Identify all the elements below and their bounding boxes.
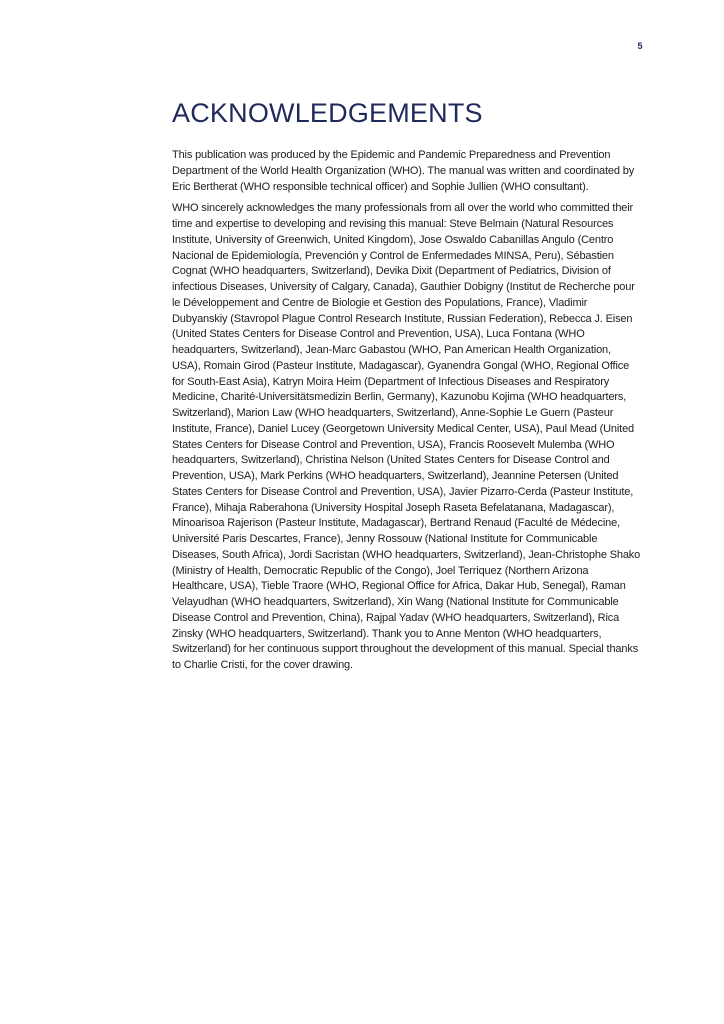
acknowledgements-body <box>172 148 642 680</box>
contributors-paragraph: WHO sincerely acknowledges the many professionals from all over the world who committed their time and expertise to developing and revising this manual: Steve Belmain (Natural Resources Institute, University of Greenwich, United Kingdom), Jose Oswaldo Cabanillas Angulo (Centro Nacional de Epidemiología, Prevención y Control de Enfermedades MINSA, Peru), Sébastien Cognat (WHO headquarters, Switzerland), Devika Dixit (Department of Pediatrics, Division of infectious Diseases, University of Calgary, Canada), Gauthier Dobigny (Institut de Recherche pour le Développement and Centre de Biologie et Gestion des Populations, France), Vladimir Dubyanskiy (Stavropol Plague Control Research Institute, Russian Federation), Rebecca J. Eisen (United States Centers for Disease Control and Prevention, USA), Luca Fontana (WHO headquarters, Switzerland), Jean-Marc Gabastou (WHO, Pan American Health Organization, USA), Romain Girod (Pasteur Institute, Madagascar), Gyanendra Gongal (WHO, Regional Office for South-East Asia), Katryn Moira Heim (Department of Infectious Diseases and Respiratory Medicine, Charité-Universitätsmedizin Berlin, Germany), Kazunobu Kojima (WHO headquarters, Switzerland), Marion Law (WHO headquarters, Switzerland), Anne-Sophie Le Guern (Pasteur Institute, France), Daniel Lucey (Georgetown University Medical Center, USA), Paul Mead (United States Centers for Disease Control and Prevention, USA), Francis Roosevelt Mulemba (WHO headquarters, Switzerland), Christina Nelson (United States Centers for Disease Control and Prevention, USA), Mark Perkins (WHO headquarters, Switzerland), Jeannine Petersen (United States Centers for Disease Control and Prevention, USA), Javier Pizarro-Cerda (Pasteur Institute, France), Mihaja Raberahona (University Hospital Joseph Raseta Befelatanana, Madagascar), Minoarisoa Rajerison (Pasteur Institute, Madagascar), Bertrand Renaud (Faculté de Médecine, Université Paris Descartes, France), Jenny Rossouw (National Institute for Communicable Diseases, South Africa), Jordi Sacristan (WHO headquarters, Switzerland), Jean-Christophe Shako (Ministry of Health, Democratic Republic of the Congo), Joel Terriquez (Northern Arizona Healthcare, USA), Tieble Traore (WHO, Regional Office for Africa, Dakar Hub, Senegal), Raman Velayudhan (WHO headquarters, Switzerland), Xin Wang (National Institute for Communicable Disease Control and Prevention, China), Rajpal Yadav (WHO headquarters, Switzerland), Rica Zinsky (WHO headquarters, Switzerland). Thank you to Anne Menton (WHO headquarters, Switzerland) for her continuous support throughout the development of this manual. Special thanks to Charlie Cristi, for the cover drawing. <box>172 202 641 671</box>
page-title: ACKNOWLEDGEMENTS <box>172 98 483 128</box>
page-number: 5 <box>637 41 643 51</box>
intro-paragraph: This publication was produced by the Epidemic and Pandemic Preparedness and Prevention Department of the World Health Organization (WHO). The manual was written and coordinated by Eric Bertherat (WHO responsible technical officer) and Sophie Jullien (WHO consultant). <box>172 149 635 193</box>
